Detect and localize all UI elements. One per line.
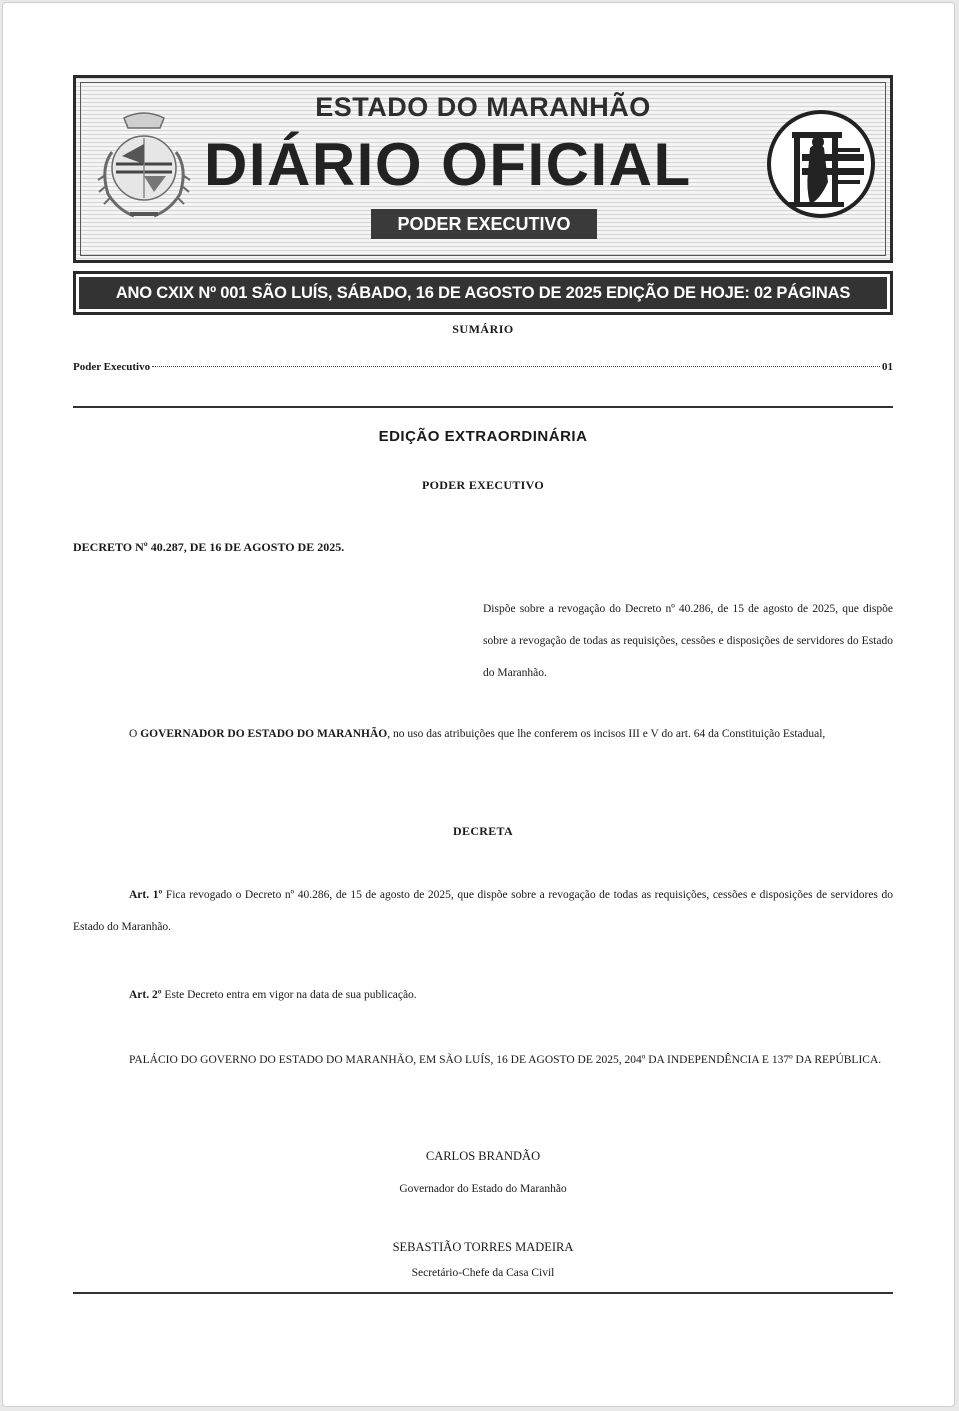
footer-divider <box>73 1292 893 1294</box>
article-2 <box>73 979 893 1011</box>
signatory-name: CARLOS BRANDÃO <box>425 1149 541 1163</box>
section-heading: PODER EXECUTIVO <box>422 478 544 492</box>
edition-info: ANO CXIX Nº 001 SÃO LUÍS, SÁBADO, 16 DE AGOSTO DE 2025 EDIÇÃO DE HOJE: 02 PÁGINAS <box>79 277 887 309</box>
masthead <box>73 75 893 263</box>
preamble <box>73 718 893 750</box>
edition-bar <box>73 271 893 315</box>
newspaper-title: DIÁRIO OFICIAL <box>204 131 692 198</box>
signatory-role: Governador do Estado do Maranhão <box>399 1183 567 1195</box>
edition-type: EDIÇÃO EXTRAORDINÁRIA <box>378 428 588 445</box>
branch-label: PODER EXECUTIVO <box>371 209 597 239</box>
article-2-label: Art. 2º <box>129 989 162 1001</box>
preamble-text: , no uso das atribuições que lhe conferem os incisos III e V do art. 64 da Constituição Estadual, <box>387 728 826 740</box>
summary-entry <box>73 361 893 373</box>
divider <box>73 406 893 408</box>
summary-heading: SUMÁRIO <box>452 322 514 336</box>
decreta-heading: DECRETA <box>453 824 513 838</box>
governor-title: GOVERNADOR DO ESTADO DO MARANHÃO <box>140 728 388 740</box>
decree-ementa: Dispõe sobre a revogação do Decreto nº 40.286, de 15 de agosto de 2025, que dispõe sobre a revogação de todas as requisições, cessões e disposições de servidores do Estado do Maranhão. <box>483 603 893 679</box>
summary-entry-page: 01 <box>882 361 893 373</box>
leader-dots <box>152 366 880 367</box>
document-page <box>2 2 955 1407</box>
article-1-label: Art. 1º <box>129 889 163 901</box>
signatory-name: SEBASTIÃO TORRES MADEIRA <box>392 1240 574 1254</box>
summary-entry-label: Poder Executivo <box>73 361 151 373</box>
closing-statement: PALÁCIO DO GOVERNO DO ESTADO DO MARANHÃO, EM SÃO LUÍS, 16 DE AGOSTO DE 2025, 204º DA INDEPENDÊNCIA E 137º DA REPÚBLICA. <box>129 1054 882 1066</box>
coat-of-arms-icon <box>94 106 194 226</box>
article-1-text: Fica revogado o Decreto nº 40.286, de 15 de agosto de 2025, que dispõe sobre a revogação de todas as requisições, cessões e disposições de servidores do Estado do Maranhão. <box>73 889 893 933</box>
article-2-text: Este Decreto entra em vigor na data de sua publicação. <box>161 989 417 1001</box>
signatory-role: Secretário-Chefe da Casa Civil <box>411 1267 555 1279</box>
article-1 <box>73 879 893 943</box>
printing-press-seal-icon <box>766 108 884 226</box>
preamble-lead: O <box>129 728 141 740</box>
state-name: ESTADO DO MARANHÃO <box>315 92 651 122</box>
decree-title: DECRETO Nº 40.287, DE 16 DE AGOSTO DE 2025. <box>73 540 345 554</box>
